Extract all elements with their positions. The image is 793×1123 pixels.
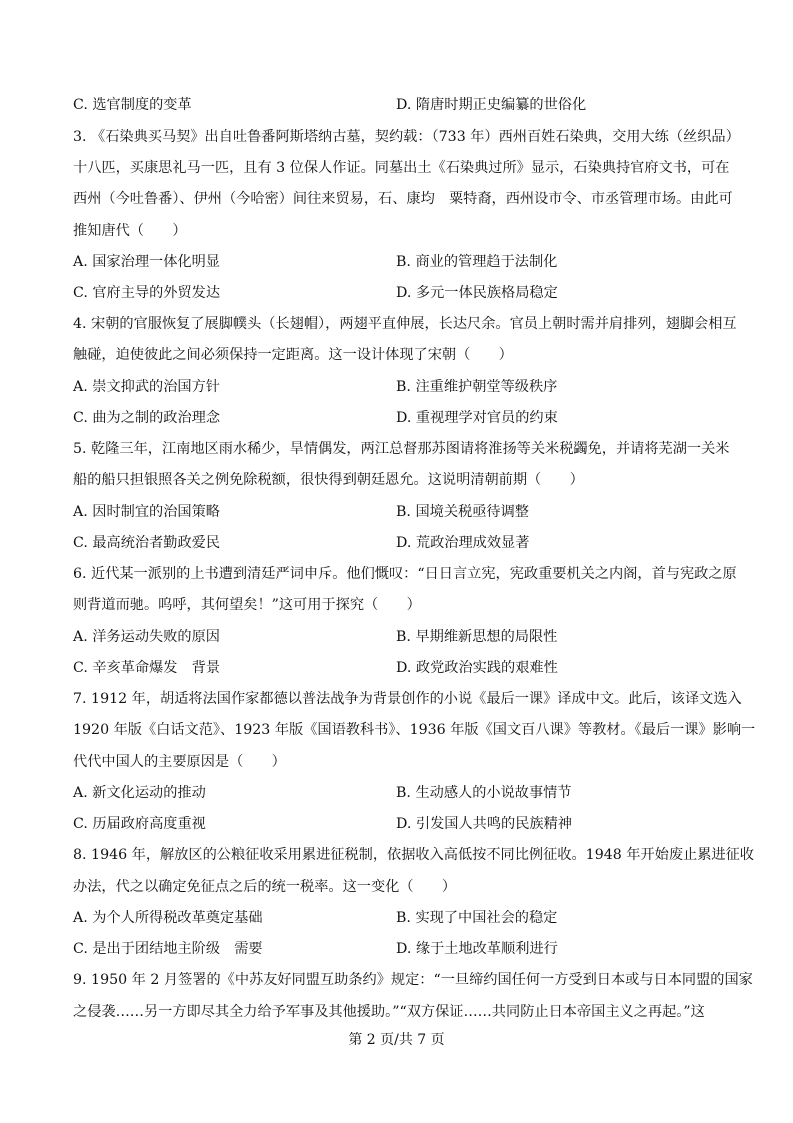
q4-stem-line-1: 4. 宋朝的官服恢复了展脚幞头（长翅帽），两翅平直伸展，长达尺余。官员上朝时需并肩排列，翅脚会相互	[73, 316, 737, 332]
q8-option-d: D. 缘于土地改革顺利进行	[396, 941, 558, 957]
q8-stem-line-2: 办法，代之以确定免征点之后的统一税率。这一变化（ ）	[73, 879, 457, 895]
q3-option-b: B. 商业的管理趋于法制化	[396, 254, 558, 270]
q3-option-d: D. 多元一体民族格局稳定	[396, 285, 558, 301]
q3-stem-line-3: 西州（今吐鲁番）、伊州（今哈密）间往来贸易，石、康均 粟特裔，西州设市令、市丞管理市场。由此可	[73, 191, 733, 207]
q5-option-a: A. 因时制宜的治国策略	[73, 504, 220, 520]
q5-option-d: D. 荒政治理成效显著	[396, 535, 530, 551]
q4-option-b: B. 注重维护朝堂等级秩序	[396, 379, 558, 395]
q8-option-c: C. 是出于团结地主阶级 需要	[73, 941, 263, 957]
q8-option-b: B. 实现了中国社会的稳定	[396, 910, 558, 926]
q5-option-c: C. 最高统治者勤政爱民	[73, 535, 221, 551]
q3-option-a: A. 国家治理一体化明显	[73, 254, 220, 270]
q7-stem-line-2: 1920 年版《白话文范》、1923 年版《国语教科书》、1936 年版《国文百八课》等教材。《最后一课》影响一	[73, 722, 756, 738]
q6-stem-line-1: 6. 近代某一派别的上书遭到清廷严词申斥。他们慨叹：“日日言立宪，宪政重要机关之内阁，首与宪政之原	[73, 566, 737, 582]
q2-option-d: D. 隋唐时期正史编纂的世俗化	[396, 97, 587, 113]
q4-option-d: D. 重视理学对官员的约束	[396, 410, 558, 426]
q6-option-c: C. 辛亥革命爆发 背景	[73, 660, 221, 676]
q2-option-c: C. 选官制度的变革	[73, 97, 192, 113]
q3-stem-line-1: 3. 《石染典买马契》出自吐鲁番阿斯塔纳古墓，契约载：（733 年）西州百姓石染典，交用大练（丝织品）	[73, 129, 740, 145]
q7-stem-line-3: 代代中国人的主要原因是（ ）	[73, 754, 286, 770]
q3-option-c: C. 官府主导的外贸发达	[73, 285, 221, 301]
q8-stem-line-1: 8. 1946 年，解放区的公粮征收采用累进征税制，依据收入高低按不同比例征收。1948 年开始废止累进征收	[73, 847, 754, 863]
q9-stem-line-2: 之侵袭……另一方即尽其全力给予军事及其他援助。”“双方保证……共同防止日本帝国主义之再起。”这	[73, 1004, 705, 1020]
q6-option-a: A. 洋务运动失败的原因	[73, 629, 220, 645]
q7-option-d: D. 引发国人共鸣的民族精神	[396, 816, 572, 832]
q4-stem-line-2: 触碰，迫使彼此之间必须保持一定距离。这一设计体现了宋朝（ ）	[73, 347, 513, 363]
q4-option-a: A. 崇文抑武的治国方针	[73, 379, 220, 395]
q3-stem-line-2: 十八匹，买康思礼马一匹，且有 3 位保人作证。同墓出土《石染典过所》显示，石染典持官府文书，可在	[73, 160, 730, 176]
q6-option-b: B. 早期维新思想的局限性	[396, 629, 558, 645]
q8-option-a: A. 为个人所得税改革奠定基础	[73, 910, 263, 926]
q5-option-b: B. 国境关税亟待调整	[396, 504, 529, 520]
page-number-footer: 第 2 页/共 7 页	[348, 1032, 445, 1048]
q5-stem-line-2: 船的船只担银照各关之例免除税额，很快得到朝廷恩允。这说明清朝前期（ ）	[73, 472, 584, 488]
q7-option-c: C. 历届政府高度重视	[73, 816, 206, 832]
q3-stem-line-4: 推知唐代（ ）	[73, 223, 187, 239]
q9-stem-line-1: 9. 1950 年 2 月签署的《中苏友好同盟互助条约》规定：“一旦缔约国任何一方受到日本或与日本同盟的国家	[73, 972, 753, 988]
q7-stem-line-1: 7. 1912 年，胡适将法国作家都德以普法战争为背景创作的小说《最后一课》译成中文。此后，该译文选入	[73, 691, 742, 707]
q7-option-b: B. 生动感人的小说故事情节	[396, 785, 572, 801]
q6-option-d: D. 政党政治实践的艰难性	[396, 660, 558, 676]
q5-stem-line-1: 5. 乾隆三年，江南地区雨水稀少，旱情偶发，两江总督那苏图请将淮扬等关米税蠲免，并请将芜湖一关米	[73, 441, 730, 457]
q6-stem-line-2: 则背道而驰。呜呼，其何望矣！”这可用于探究（ ）	[73, 597, 421, 613]
q4-option-c: C. 曲为之制的政治理念	[73, 410, 221, 426]
q7-option-a: A. 新文化运动的推动	[73, 785, 206, 801]
